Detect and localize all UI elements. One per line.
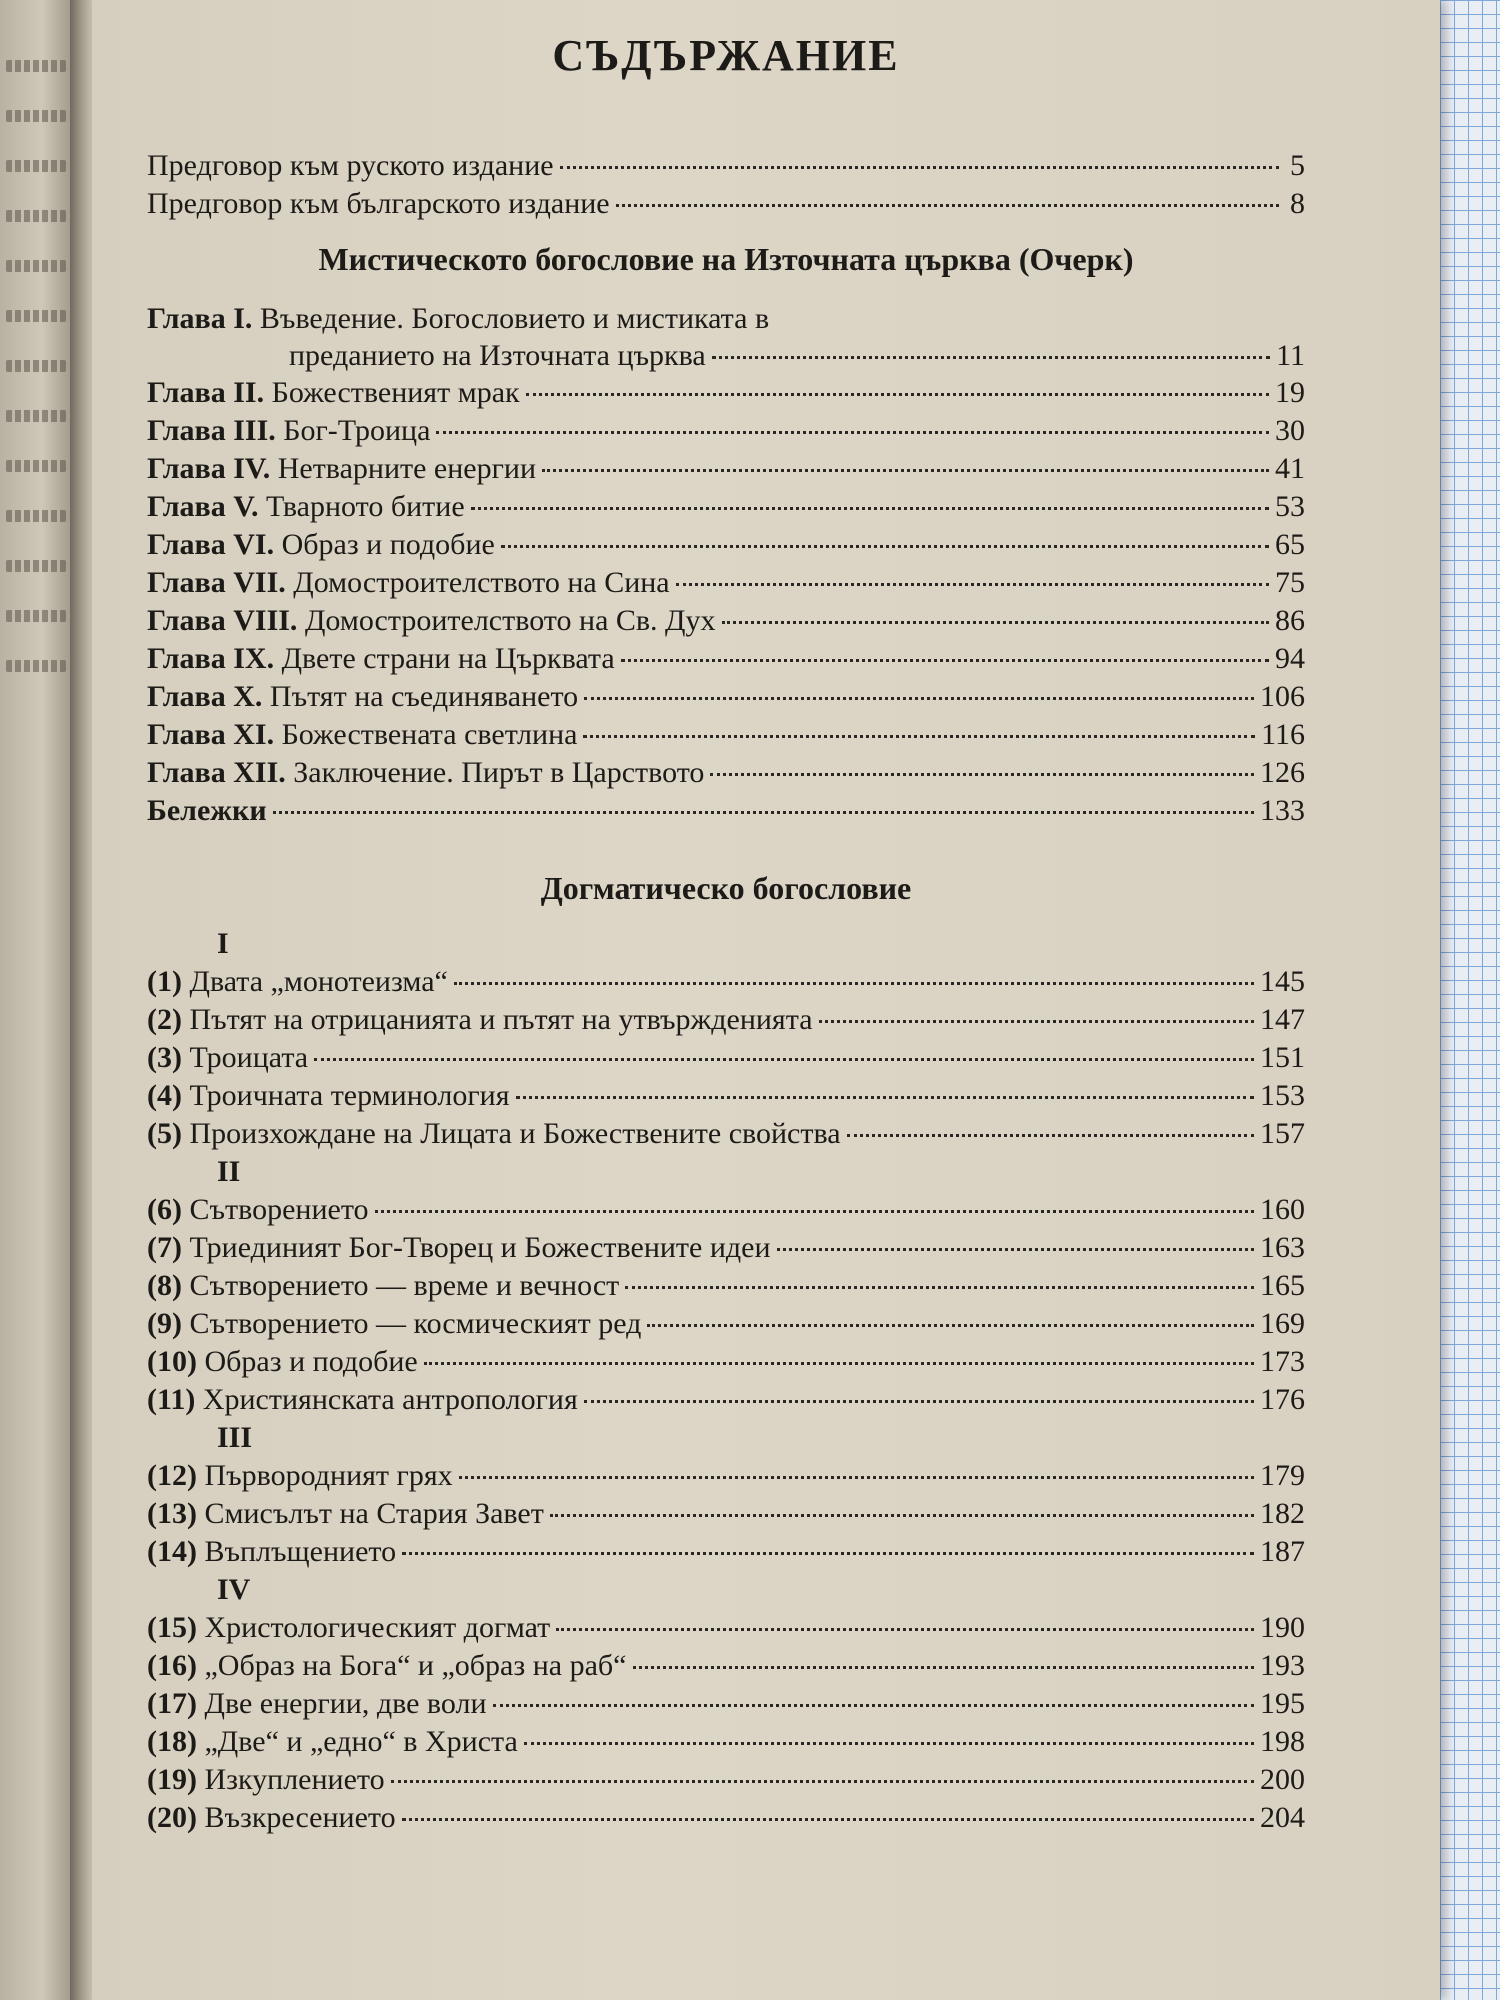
leader-dots — [501, 545, 1269, 548]
toc-entry — [147, 1191, 1305, 1229]
toc-entry — [147, 1533, 1305, 1571]
entry-page: 30 — [1275, 414, 1305, 447]
leader-dots — [621, 659, 1269, 662]
entry-title — [147, 1685, 487, 1723]
entry-page: 65 — [1275, 528, 1305, 561]
entry-title — [147, 1305, 641, 1343]
entry-title — [147, 1495, 544, 1533]
chapter-title-line2: преданието на Източната църква — [289, 339, 706, 372]
entry-text: Пътят на съединяването — [269, 680, 579, 713]
entry-text: Образ и подобие — [281, 528, 495, 561]
chapter-prefix: Глава VIII. — [147, 604, 298, 637]
entry-page: 204 — [1260, 1801, 1305, 1834]
entry-page: 133 — [1260, 794, 1305, 827]
entry-text: Заключение. Пирът в Царството — [293, 756, 705, 789]
leader-dots — [722, 621, 1269, 624]
leader-dots — [493, 1704, 1254, 1707]
entry-page: 94 — [1275, 642, 1305, 675]
part-numeral: II — [217, 1155, 241, 1188]
entry-text: Образ и подобие — [204, 1345, 418, 1378]
entry-text: Сътворението — космическият ред — [189, 1307, 642, 1340]
page-title: СЪДЪРЖАНИЕ — [552, 31, 900, 80]
leader-dots — [847, 1134, 1254, 1137]
part-numeral: I — [217, 927, 229, 960]
entry-title — [147, 754, 704, 792]
entry-page: 187 — [1260, 1535, 1305, 1568]
entry-title — [147, 602, 716, 640]
toc-entry — [147, 754, 1305, 792]
item-number: (8) — [147, 1269, 182, 1302]
leader-dots — [273, 811, 1254, 814]
toc-entry — [147, 1077, 1305, 1115]
entry-title — [147, 1647, 627, 1685]
entry-page: 86 — [1275, 604, 1305, 637]
entry-page: 11 — [1276, 339, 1305, 372]
graph-paper-background — [1440, 0, 1500, 2000]
entry-text: Домостроителството на Сина — [293, 566, 670, 599]
part-numeral: III — [217, 1421, 253, 1454]
item-number: (4) — [147, 1079, 182, 1112]
entry-text: Двата „монотеизма“ — [189, 965, 448, 998]
leader-dots — [550, 1514, 1254, 1517]
entry-page: 147 — [1260, 1003, 1305, 1036]
toc-entry — [147, 792, 1305, 830]
chapter-prefix: Глава IV. — [147, 452, 271, 485]
entry-page: 165 — [1260, 1269, 1305, 1302]
entry-text: Произхождане на Лицата и Божествените свойства — [189, 1117, 841, 1150]
toc-entry-continuation — [147, 338, 1305, 374]
entry-page: 53 — [1275, 490, 1305, 523]
toc-entry — [147, 526, 1305, 564]
toc-entry — [147, 1001, 1305, 1039]
entry-title — [147, 488, 465, 526]
entry-page: 169 — [1260, 1307, 1305, 1340]
table-of-contents — [147, 30, 1305, 1837]
item-number: (18) — [147, 1725, 197, 1758]
entry-page: 126 — [1260, 756, 1305, 789]
leader-dots — [584, 697, 1254, 700]
leader-dots — [526, 393, 1269, 396]
entry-title — [147, 526, 495, 564]
entry-title — [147, 792, 267, 830]
entry-title — [147, 1799, 396, 1837]
entry-page: 173 — [1260, 1345, 1305, 1378]
part-numeral: IV — [217, 1573, 251, 1606]
toc-entry — [147, 1457, 1305, 1495]
entry-title — [147, 412, 430, 450]
item-number: (19) — [147, 1763, 197, 1796]
notes-label: Бележки — [147, 794, 267, 827]
item-number: (16) — [147, 1649, 197, 1682]
chapter-prefix: Глава VII. — [147, 566, 286, 599]
entry-page: 19 — [1275, 376, 1305, 409]
entry-title — [147, 1115, 841, 1153]
entry-text: Бог-Троица — [283, 414, 431, 447]
toc-entry — [147, 1647, 1305, 1685]
entry-text: Сътворението — време и вечност — [189, 1269, 620, 1302]
entry-text: Пътят на отрицанията и пътят на утвържденията — [189, 1003, 813, 1036]
toc-entry — [147, 1039, 1305, 1077]
leader-dots — [454, 982, 1254, 985]
entry-text: Сътворението — [189, 1193, 369, 1226]
entry-page: 190 — [1260, 1611, 1305, 1644]
toc-entry — [147, 1685, 1305, 1723]
toc-entry — [147, 374, 1305, 412]
entry-text: Тварното битие — [266, 490, 465, 523]
entry-page: 163 — [1260, 1231, 1305, 1264]
toc-entry — [147, 300, 1305, 338]
chapter-list — [147, 300, 1305, 830]
entry-page: 5 — [1290, 149, 1305, 182]
entry-page: 116 — [1261, 718, 1305, 751]
item-number: (15) — [147, 1611, 197, 1644]
item-number: (20) — [147, 1801, 197, 1834]
leader-dots — [471, 507, 1269, 510]
leader-dots — [436, 431, 1269, 434]
leader-dots — [584, 1400, 1254, 1403]
item-number: (6) — [147, 1193, 182, 1226]
entry-title — [147, 963, 448, 1001]
item-number: (11) — [147, 1383, 196, 1416]
toc-entry — [147, 602, 1305, 640]
toc-entry — [147, 1305, 1305, 1343]
item-number: (3) — [147, 1041, 182, 1074]
chapter-prefix: Глава VI. — [147, 528, 275, 561]
entry-title — [147, 1761, 385, 1799]
entry-page: 176 — [1260, 1383, 1305, 1416]
entry-text: Триединият Бог-Творец и Божествените идеи — [189, 1231, 771, 1264]
toc-entry — [147, 450, 1305, 488]
leader-dots — [777, 1248, 1254, 1251]
book-gutter — [70, 0, 92, 2000]
toc-entry — [147, 488, 1305, 526]
leader-dots — [402, 1818, 1254, 1821]
toc-entry — [147, 564, 1305, 602]
entry-page: 151 — [1260, 1041, 1305, 1074]
entry-title — [147, 1229, 771, 1267]
entry-page: 195 — [1260, 1687, 1305, 1720]
section-title: Мистическото богословие на Източната църква (Очерк) — [318, 241, 1134, 277]
entry-text: Троицата — [189, 1041, 309, 1074]
entry-title — [147, 1267, 619, 1305]
book-page — [92, 0, 1440, 2000]
toc-entry — [147, 1761, 1305, 1799]
chapter-prefix: Глава X. — [147, 680, 263, 713]
dogmatic-list — [147, 925, 1305, 1837]
toc-entry — [147, 1229, 1305, 1267]
entry-title — [147, 1609, 550, 1647]
item-number: (12) — [147, 1459, 197, 1492]
chapter-prefix: Глава II. — [147, 376, 265, 409]
entry-title — [147, 1343, 418, 1381]
toc-entry — [147, 412, 1305, 450]
entry-title — [147, 1457, 453, 1495]
toc-entry — [147, 640, 1305, 678]
leader-dots — [402, 1552, 1254, 1555]
entry-text: Две енергии, две воли — [204, 1687, 487, 1720]
entry-title — [147, 1077, 510, 1115]
item-number: (7) — [147, 1231, 182, 1264]
toc-entry — [147, 716, 1305, 754]
entry-text: Домостроителството на Св. Дух — [304, 604, 716, 637]
entry-text: Смисълът на Стария Завет — [204, 1497, 544, 1530]
leader-dots — [375, 1210, 1254, 1213]
entry-title — [147, 1723, 518, 1761]
leader-dots — [712, 356, 1270, 359]
toc-entry — [147, 147, 1305, 185]
chapter-prefix: Глава XII. — [147, 756, 286, 789]
item-number: (10) — [147, 1345, 197, 1378]
toc-entry — [147, 963, 1305, 1001]
leader-dots — [647, 1324, 1254, 1327]
entry-title — [147, 716, 577, 754]
toc-entry — [147, 1115, 1305, 1153]
chapter-prefix: Глава IX. — [147, 642, 275, 675]
chapter-prefix: Глава XI. — [147, 718, 275, 751]
entry-page: 41 — [1275, 452, 1305, 485]
toc-entry — [147, 678, 1305, 716]
entry-title — [147, 1191, 369, 1229]
entry-page: 145 — [1260, 965, 1305, 998]
item-number: (17) — [147, 1687, 197, 1720]
entry-page: 193 — [1260, 1649, 1305, 1682]
toc-entry — [147, 1799, 1305, 1837]
item-number: (13) — [147, 1497, 197, 1530]
toc-entry — [147, 1267, 1305, 1305]
entry-text: Изкуплението — [204, 1763, 385, 1796]
entry-text: Божествената светлина — [281, 718, 578, 751]
leader-dots — [583, 735, 1255, 738]
leader-dots — [676, 583, 1269, 586]
entry-title — [147, 1039, 308, 1077]
leader-dots — [625, 1286, 1254, 1289]
entry-text: Въплъщението — [204, 1535, 397, 1568]
chapter-prefix: Глава V. — [147, 490, 259, 523]
entry-page: 198 — [1260, 1725, 1305, 1758]
leader-dots — [391, 1780, 1254, 1783]
entry-page: 157 — [1260, 1117, 1305, 1150]
entry-title — [147, 374, 520, 412]
entry-title — [147, 1001, 813, 1039]
item-number: (5) — [147, 1117, 182, 1150]
item-number: (2) — [147, 1003, 182, 1036]
entry-title: Предговор към българското издание — [147, 187, 610, 220]
entry-page: 179 — [1260, 1459, 1305, 1492]
entry-page: 200 — [1260, 1763, 1305, 1796]
leader-dots — [633, 1666, 1255, 1669]
toc-entry — [147, 1495, 1305, 1533]
leader-dots — [424, 1362, 1254, 1365]
entry-text: Троичната терминология — [189, 1079, 510, 1112]
toc-entry — [147, 1609, 1305, 1647]
chapter-title-line1: Въведение. Богословието и мистиката в — [259, 302, 770, 335]
leader-dots — [556, 1628, 1254, 1631]
entry-title — [147, 678, 578, 716]
leader-dots — [616, 204, 1279, 207]
entry-text: Християнската антропология — [202, 1383, 578, 1416]
leader-dots — [710, 773, 1254, 776]
entry-page: 160 — [1260, 1193, 1305, 1226]
leader-dots — [524, 1742, 1254, 1745]
toc-entry — [147, 1381, 1305, 1419]
entry-title — [147, 640, 615, 678]
item-number: (9) — [147, 1307, 182, 1340]
entry-page: 182 — [1260, 1497, 1305, 1530]
entry-title — [147, 1533, 396, 1571]
entry-text: Двете страни на Църквата — [281, 642, 615, 675]
toc-entry — [147, 1343, 1305, 1381]
entry-text: Христологическият догмат — [204, 1611, 551, 1644]
entry-title — [147, 564, 670, 602]
entry-title — [147, 1381, 578, 1419]
chapter-prefix: Глава III. — [147, 414, 276, 447]
leader-dots — [314, 1058, 1254, 1061]
leader-dots — [516, 1096, 1255, 1099]
entry-text: Нетварните енергии — [277, 452, 537, 485]
facing-page-edge — [0, 0, 70, 2000]
leader-dots — [819, 1020, 1254, 1023]
entry-text: „Образ на Бога“ и „образ на раб“ — [204, 1649, 627, 1682]
leader-dots — [542, 469, 1269, 472]
item-number: (1) — [147, 965, 182, 998]
entry-text: „Две“ и „едно“ в Христа — [204, 1725, 518, 1758]
entry-text: Възкресението — [204, 1801, 396, 1834]
leader-dots — [459, 1476, 1254, 1479]
toc-entry — [147, 1723, 1305, 1761]
entry-text: Първородният грях — [204, 1459, 453, 1492]
entry-page: 8 — [1290, 187, 1305, 220]
toc-entry — [147, 185, 1305, 223]
entry-page: 106 — [1260, 680, 1305, 713]
entry-title — [147, 450, 536, 488]
item-number: (14) — [147, 1535, 197, 1568]
leader-dots — [560, 166, 1279, 169]
entry-text: Божественият мрак — [271, 376, 520, 409]
section-title: Догматическо богословие — [540, 870, 912, 906]
prefaces-list — [147, 147, 1305, 223]
chapter-prefix: Глава I. — [147, 302, 253, 335]
entry-title — [147, 300, 769, 338]
entry-page: 75 — [1275, 566, 1305, 599]
entry-title: Предговор към руското издание — [147, 149, 554, 182]
entry-page: 153 — [1260, 1079, 1305, 1112]
